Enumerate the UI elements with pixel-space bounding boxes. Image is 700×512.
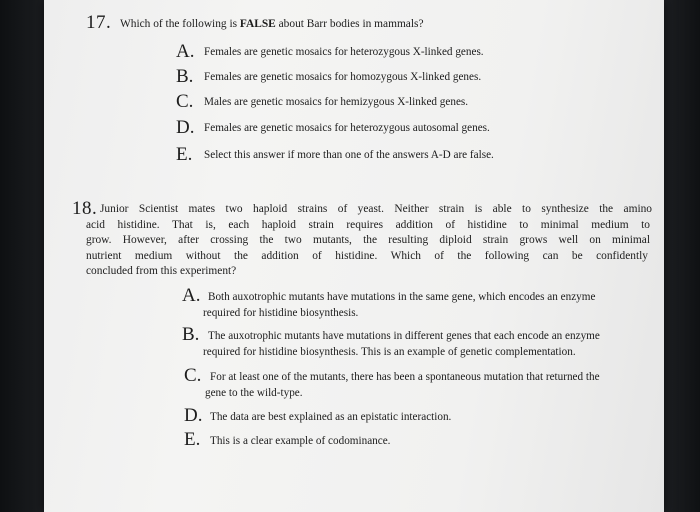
option-text [204,70,481,86]
option-letter: B. [182,324,200,345]
option-line: Females are genetic mosaics for homozygous X-linked genes. [204,71,482,83]
question-number: 17. [86,12,112,33]
option-line: Females are genetic mosaics for heterozygous autosomal genes. [204,122,490,134]
option-line: required for histidine biosynthesis. [203,306,359,319]
option-letter: C. [176,91,194,112]
option-text [204,95,468,111]
option-letter: D. [184,405,203,426]
option-line: This is a clear example of codominance. [210,435,391,447]
option-line: For at least one of the mutants, there has been a spontaneous mutation that returned the [210,371,600,383]
stem-emphasis: FALSE [239,18,276,30]
question-stem [86,202,652,280]
option-text [204,121,490,137]
stem-line: acid histidine. That is, each haploid strain requires addition of histidine to minimal medium to [86,218,650,231]
option-line: Males are genetic mosaics for hemizygous X-linked genes. [204,96,469,108]
option-line: required for histidine biosynthesis. This is an example of genetic complementation. [203,345,576,358]
stem-line: concluded from this experiment? [86,265,237,277]
option-letter: C. [184,365,202,386]
option-letter: A. [182,285,201,306]
option-text [204,148,494,164]
option-line: Both auxotrophic mutants have mutations in the same gene, which encodes an enzyme [208,291,596,303]
option-text [204,45,484,61]
option-letter: A. [176,41,195,62]
stem-line: grow. However, after crossing the two mutants, the resulting diploid strain grows well on minimal [86,234,650,246]
question-stem [120,17,424,33]
stem-line: nutrient medium without the addition of histidine. Which of the following can be confidently [86,249,648,262]
question-number: 18. [72,198,98,219]
option-line: The data are best explained as an epistatic interaction. [210,411,452,423]
option-letter: E. [176,144,193,165]
stem-prefix: Which of the following is [120,18,240,30]
stem-suffix: about Barr bodies in mammals? [275,18,424,30]
option-letter: E. [184,429,201,450]
option-text [210,410,451,426]
option-line: Females are genetic mosaics for heterozygous X-linked genes. [204,46,484,58]
option-line: The auxotrophic mutants have mutations in different genes that each encode an enzyme [208,330,600,342]
option-text [205,370,600,401]
option-line: gene to the wild-type. [205,386,303,399]
background-right-edge [664,0,700,512]
question-17 [86,12,646,182]
background-left-edge [0,0,44,512]
option-line: Select this answer if more than one of the answers A-D are false. [204,149,494,161]
option-text [210,434,390,450]
stem-line: Junior Scientist mates two haploid strains of yeast. Neither strain is able to synthesize the amino [100,203,652,215]
option-letter: B. [176,66,194,87]
option-text [203,290,596,321]
question-18 [72,198,652,498]
option-letter: D. [176,117,195,138]
option-text [203,329,600,360]
